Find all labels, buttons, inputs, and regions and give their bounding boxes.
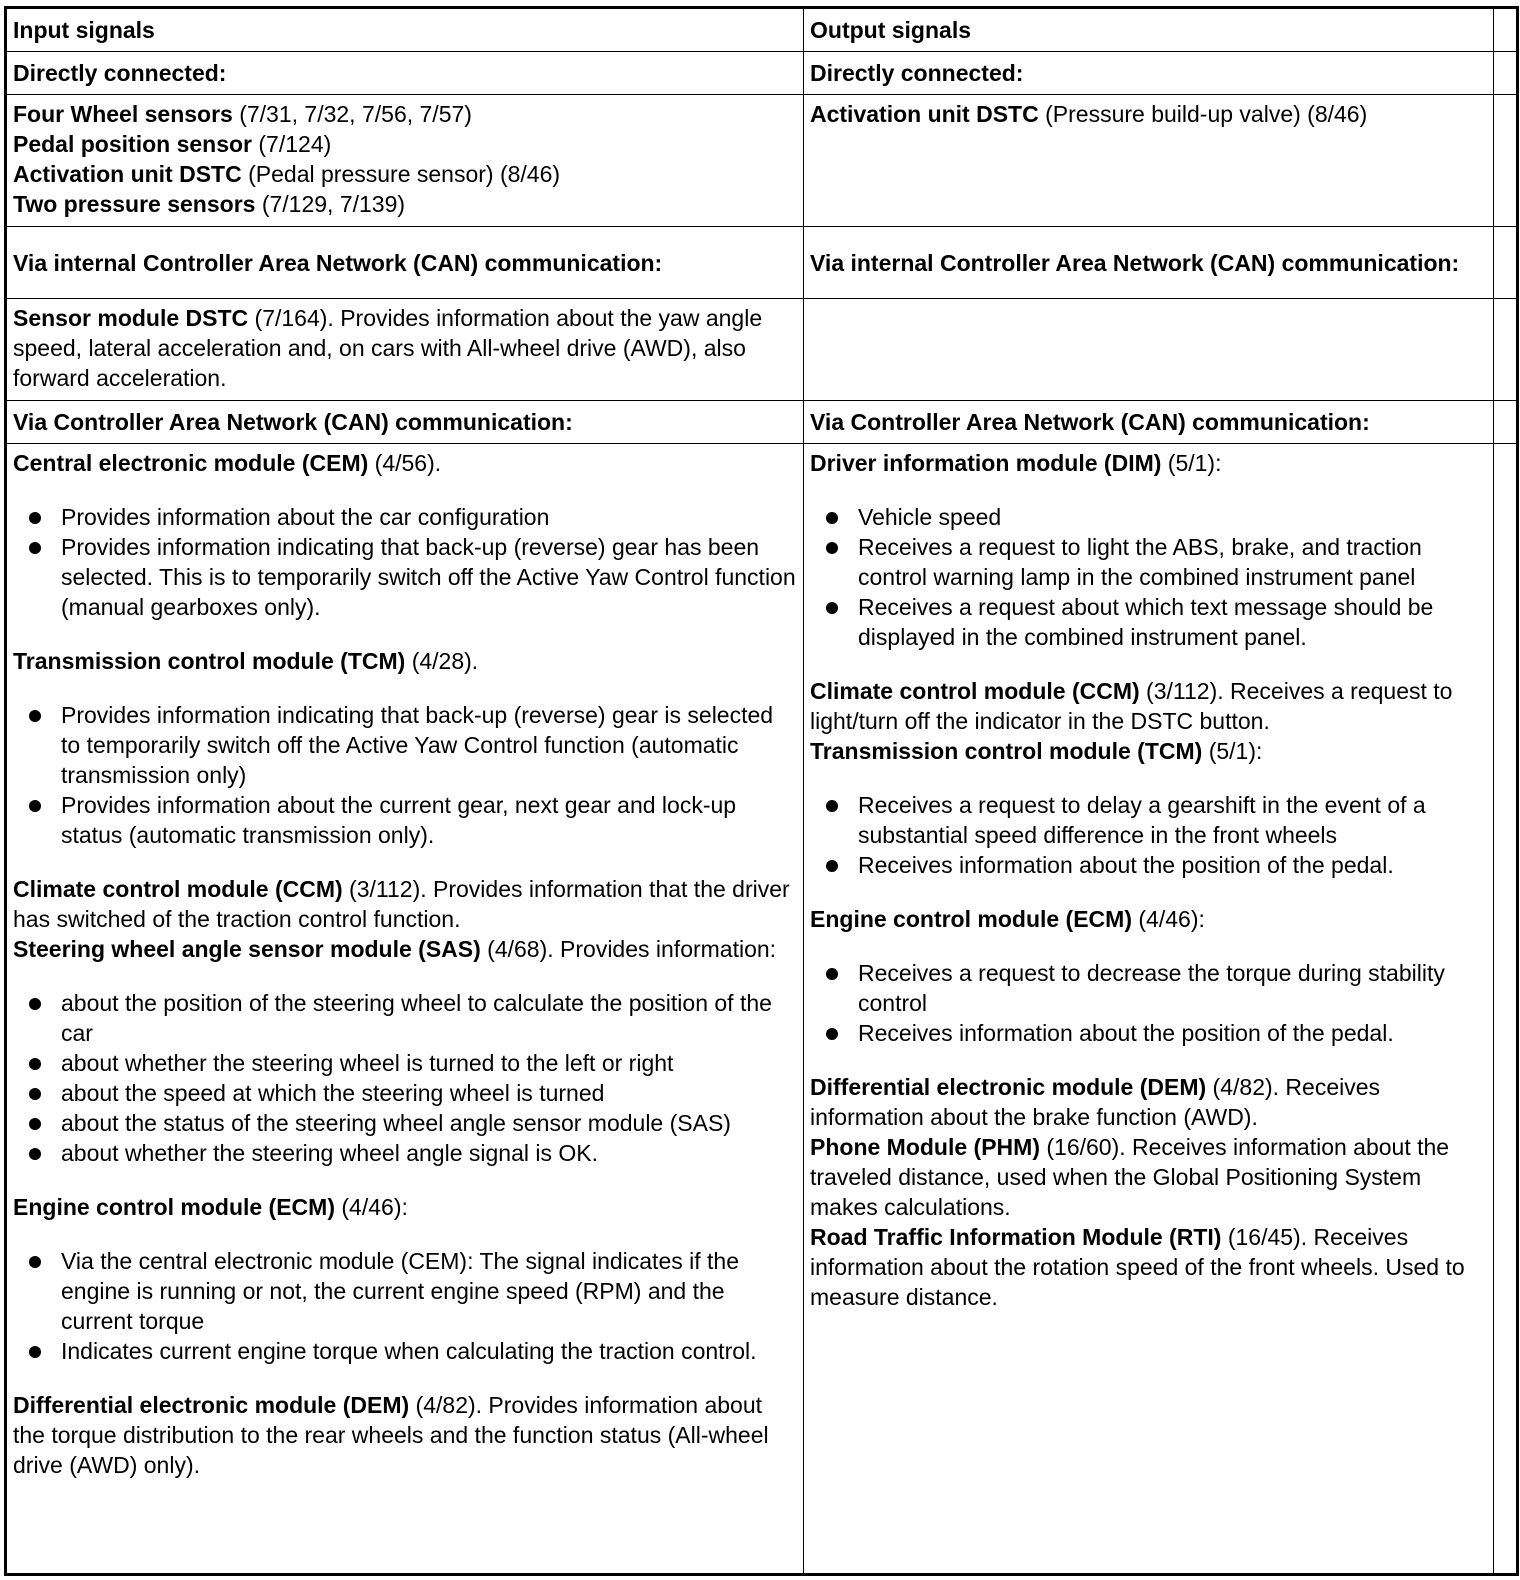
input-ref: (Pedal pressure sensor) (8/46) (241, 161, 561, 187)
list-item: about whether the steering wheel angle signal is OK. (13, 1138, 797, 1168)
input-name: Pedal position sensor (13, 131, 252, 157)
list-item: about the speed at which the steering wheel is turned (13, 1078, 797, 1108)
list-item: Via the central electronic module (CEM): The signal indicates if the engine is running or not, the current engine speed (RPM) and the current torque (13, 1246, 797, 1336)
sas-bullet-list (13, 988, 797, 1168)
tcm-out-bullet-list (810, 790, 1487, 880)
sas-input (13, 934, 797, 964)
list-item: Receives information about the position of the pedal. (810, 850, 1487, 880)
ecm-name: Engine control module (ECM) (13, 1194, 335, 1220)
input-name: Two pressure sensors (13, 191, 256, 217)
can-content-row (6, 444, 1518, 1575)
list-item: Provides information indicating that back-up (reverse) gear has been selected. This is to temporarily switch off the Active Yaw Control function (manual gearboxes only). (13, 532, 797, 622)
direct-output-heading: Directly connected: (804, 52, 1494, 95)
list-item: Vehicle speed (810, 502, 1487, 532)
input-ref: (7/129, 7/139) (255, 191, 406, 217)
sensor-module-cell (6, 299, 804, 401)
input-item (13, 129, 797, 159)
input-item (13, 189, 797, 219)
direct-inputs-cell (6, 95, 804, 227)
ecm-output (810, 904, 1487, 934)
direct-content-row (6, 95, 1518, 227)
dem-text: (4/82). Provides information about the torque distribution to the rear wheels and the function status (All-wheel drive (AWD) only). (13, 1392, 769, 1478)
can-input-heading: Via Controller Area Network (CAN) communication: (6, 401, 804, 444)
ccm-input (13, 874, 797, 934)
internal-can-heading-row (6, 227, 1518, 299)
can-inputs-cell (6, 444, 804, 1575)
sensor-module-desc: (7/164). Provides information about the yaw angle speed, lateral acceleration and, on cars with All-wheel drive (AWD), also forward acceleration. (13, 305, 763, 391)
cem-ref: (4/56). (368, 450, 442, 476)
list-item: Provides information indicating that back-up (reverse) gear is selected to temporarily switch off the Active Yaw Control function (automatic transmission only) (13, 700, 797, 790)
list-item: about the position of the steering wheel to calculate the position of the car (13, 988, 797, 1048)
can-heading-row (6, 401, 1518, 444)
list-item: about the status of the steering wheel angle sensor module (SAS) (13, 1108, 797, 1138)
dim-ref: (5/1): (1161, 450, 1222, 476)
sas-text: (4/68). Provides information: (480, 936, 777, 962)
ccm-output (810, 676, 1487, 736)
ecm-ref: (4/46): (335, 1194, 408, 1220)
internal-can-output-heading-text: Via internal Controller Area Network (CAN) communication: (810, 249, 1460, 276)
dem-input (13, 1390, 797, 1480)
tcm-output (810, 736, 1487, 766)
list-item: Receives a request to light the ABS, brake, and traction control warning lamp in the combined instrument panel (810, 532, 1487, 592)
sensor-module-text (13, 303, 797, 393)
output-name: Activation unit DSTC (810, 101, 1039, 127)
cem-name: Central electronic module (CEM) (13, 450, 369, 476)
output-item (810, 99, 1487, 129)
ccm-out-text: (3/112). Receives a request to light/turn off the indicator in the DSTC button. (810, 678, 1453, 734)
output-signals-header: Output signals (804, 8, 1494, 52)
can-outputs-cell (804, 444, 1494, 1575)
cem-input (13, 448, 797, 478)
extra-column-cell (1494, 444, 1518, 1575)
direct-heading-row (6, 52, 1518, 95)
input-name: Activation unit DSTC (13, 161, 242, 187)
list-item: Indicates current engine torque when calculating the traction control. (13, 1336, 797, 1366)
dem-output (810, 1072, 1487, 1132)
extra-column-cell (1494, 8, 1518, 52)
input-item (13, 159, 797, 189)
phm-name: Phone Module (PHM) (810, 1134, 1040, 1160)
dem-out-text: (4/82). Receives information about the brake function (AWD). (810, 1074, 1381, 1130)
tcm-name: Transmission control module (TCM) (13, 648, 406, 674)
header-row (6, 8, 1518, 52)
input-ref: (7/124) (252, 131, 332, 157)
extra-column-cell (1494, 227, 1518, 299)
list-item: Receives information about the position of the pedal. (810, 1018, 1487, 1048)
internal-can-content-row (6, 299, 1518, 401)
tcm-out-ref: (5/1): (1202, 738, 1263, 764)
phm-text: (16/60). Receives information about the traveled distance, used when the Global Positioning System makes calculations. (810, 1134, 1450, 1220)
list-item: Provides information about the car configuration (13, 502, 797, 532)
rti-name: Road Traffic Information Module (RTI) (810, 1224, 1222, 1250)
tcm-input (13, 646, 797, 676)
ecm-out-name: Engine control module (ECM) (810, 906, 1132, 932)
input-name: Four Wheel sensors (13, 101, 233, 127)
rti-output (810, 1222, 1487, 1312)
input-signals-header: Input signals (6, 8, 804, 52)
ccm-out-name: Climate control module (CCM) (810, 678, 1140, 704)
ecm-out-ref: (4/46): (1132, 906, 1205, 932)
list-item: Receives a request to delay a gearshift in the event of a substantial speed difference in the front wheels (810, 790, 1487, 850)
empty-output-cell (804, 299, 1494, 401)
sensor-module-name: Sensor module DSTC (13, 305, 249, 331)
internal-can-input-heading-text: Via internal Controller Area Network (CAN) communication: (13, 249, 663, 276)
phm-output (810, 1132, 1487, 1222)
extra-column-cell (1494, 401, 1518, 444)
input-ref: (7/31, 7/32, 7/56, 7/57) (232, 101, 472, 127)
tcm-out-name: Transmission control module (TCM) (810, 738, 1203, 764)
input-item (13, 99, 797, 129)
direct-input-heading: Directly connected: (6, 52, 804, 95)
tcm-ref: (4/28). (405, 648, 479, 674)
extra-column-cell (1494, 52, 1518, 95)
ccm-text: (3/112). Provides information that the driver has switched of the traction control function. (13, 876, 790, 932)
dim-name: Driver information module (DIM) (810, 450, 1162, 476)
dim-output (810, 448, 1487, 478)
rti-text: (16/45). Receives information about the rotation speed of the front wheels. Used to measure distance. (810, 1224, 1465, 1310)
list-item: about whether the steering wheel is turned to the left or right (13, 1048, 797, 1078)
dem-out-name: Differential electronic module (DEM) (810, 1074, 1207, 1100)
list-item: Receives a request about which text message should be displayed in the combined instrument panel. (810, 592, 1487, 652)
sas-name: Steering wheel angle sensor module (SAS) (13, 936, 481, 962)
ecm-bullet-list (13, 1246, 797, 1366)
can-output-heading: Via Controller Area Network (CAN) communication: (804, 401, 1494, 444)
extra-column-cell (1494, 299, 1518, 401)
ccm-name: Climate control module (CCM) (13, 876, 343, 902)
ecm-out-bullet-list (810, 958, 1487, 1048)
extra-column-cell (1494, 95, 1518, 227)
list-item: Receives a request to decrease the torque during stability control (810, 958, 1487, 1018)
list-item: Provides information about the current gear, next gear and lock-up status (automatic transmission only). (13, 790, 797, 850)
direct-outputs-cell (804, 95, 1494, 227)
internal-can-output-heading (804, 227, 1494, 299)
output-ref: (Pressure build-up valve) (8/46) (1038, 101, 1368, 127)
signals-table (4, 6, 1519, 1576)
ecm-input (13, 1192, 797, 1222)
dem-name: Differential electronic module (DEM) (13, 1392, 410, 1418)
tcm-bullet-list (13, 700, 797, 850)
cem-bullet-list (13, 502, 797, 622)
internal-can-input-heading (6, 227, 804, 299)
dim-bullet-list (810, 502, 1487, 652)
